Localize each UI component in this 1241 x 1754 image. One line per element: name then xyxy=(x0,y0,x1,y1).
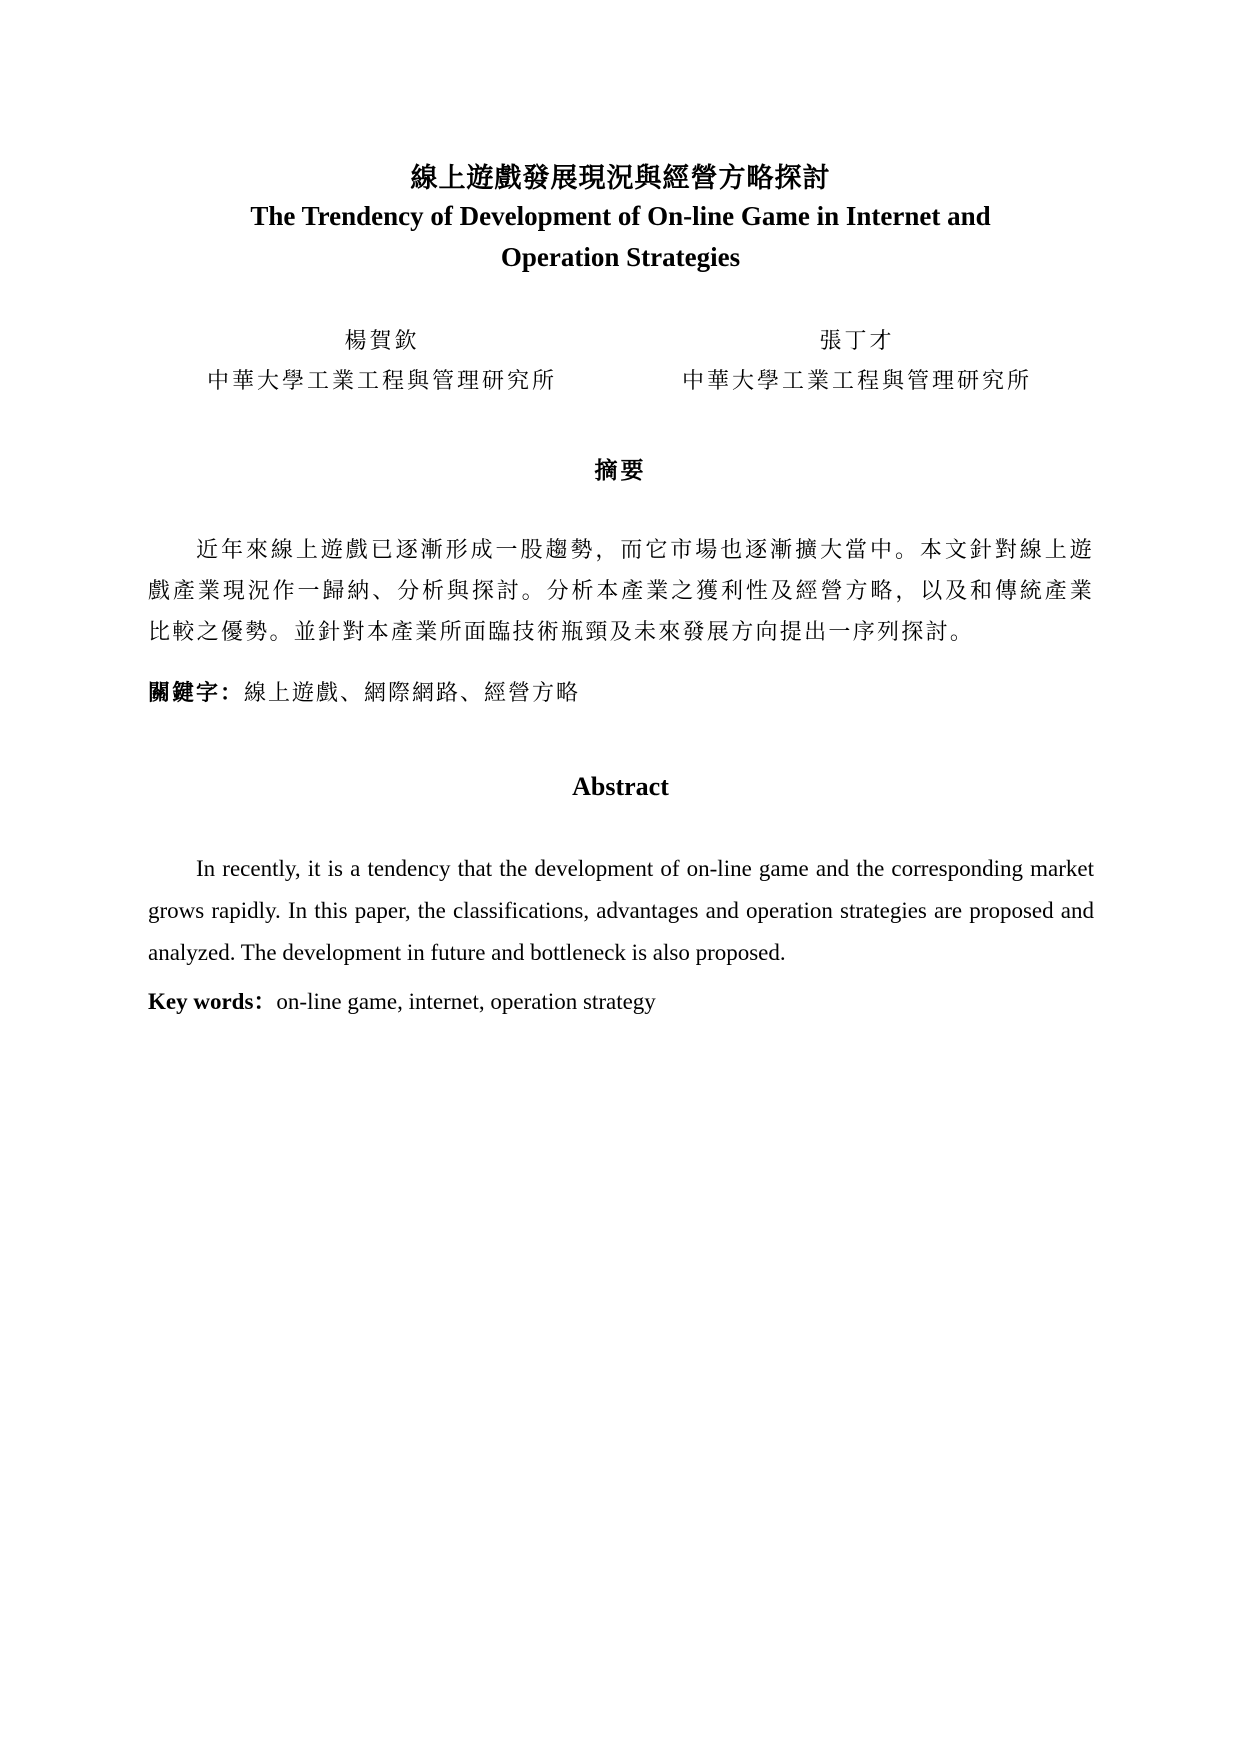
keywords-label-chinese: 關鍵字： xyxy=(148,680,245,706)
keywords-english xyxy=(148,983,1094,1016)
author-name: 張丁才 xyxy=(819,329,895,354)
keywords-value-english: on-line game, internet, operation strategy xyxy=(276,989,656,1014)
keywords-label-english: Key words： xyxy=(148,989,277,1014)
abstract-body-chinese: 近年來線上遊戲已逐漸形成一股趨勢，而它市場也逐漸擴大當中。本文針對線上遊戲產業現況作一歸納、分析與探討。分析本產業之獲利性及經營方略，以及和傳統產業比較之優勢。並針對本產業所面臨技術瓶頸及未來發展方向提出一序列探討。 xyxy=(148,538,1094,645)
author-name: 楊賀欽 xyxy=(344,329,420,354)
title-chinese: 線上遊戲發展現況與經營方略探討 xyxy=(410,163,831,194)
author-affiliation: 中華大學工業工程與管理研究所 xyxy=(681,369,1032,394)
abstract-heading-chinese: 摘要 xyxy=(594,457,647,484)
keywords-chinese xyxy=(148,676,1094,707)
author-affiliation: 中華大學工業工程與管理研究所 xyxy=(206,369,557,394)
author-block-2 xyxy=(647,322,1067,402)
abstract-heading-english: Abstract xyxy=(572,772,669,801)
keywords-value-chinese: 線上遊戲、網際網路、經營方略 xyxy=(244,681,581,706)
title-english: The Trendency of Development of On-line Game in Internet and Operation Strategies xyxy=(250,201,991,272)
author-block-1 xyxy=(172,322,592,402)
abstract-body-english: In recently, it is a tendency that the development of on-line game and the corresponding market grows rapidly. In this paper, the classifications, advantages and operation strategies are proposed and analyzed. The development in future and bottleneck is also proposed. xyxy=(148,856,1094,965)
